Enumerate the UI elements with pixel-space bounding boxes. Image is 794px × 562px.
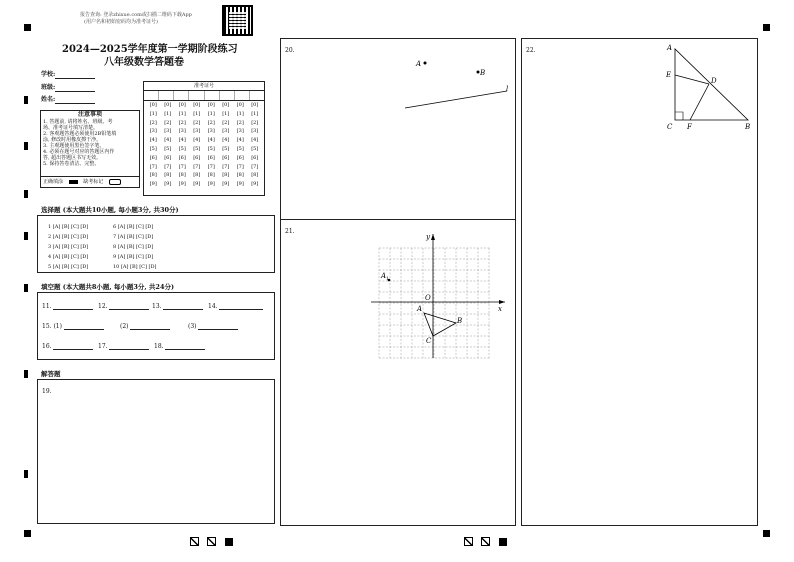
admission-digit-bubble[interactable]: [2]: [251, 119, 259, 126]
q22-label: 22.: [526, 47, 536, 54]
admission-digit-bubble[interactable]: [7]: [164, 163, 172, 170]
notes-line: 4. 必须在题号对应的答题区内作: [43, 149, 115, 155]
admission-digit-bubble[interactable]: [3]: [164, 128, 172, 135]
admission-digit-bubble[interactable]: [5]: [222, 145, 230, 152]
admission-digit-bubble[interactable]: [4]: [149, 137, 157, 144]
choice-row[interactable]: 10 [A] [B] [C] [D]: [113, 264, 157, 270]
tri-c-label: C: [426, 337, 432, 345]
notes-list: [41, 119, 139, 167]
choice-column-1[interactable]: [48, 222, 88, 272]
choice-heading: 选择题 (本大题共10小题, 每小题3分, 共30分): [41, 206, 179, 214]
school-label: 学校:: [41, 71, 56, 78]
q22-figure: [522, 39, 757, 525]
notes-line: 5. 保持答卷清洁、完整。: [43, 161, 100, 167]
admission-digit-bubble[interactable]: [7]: [207, 163, 215, 170]
school-field[interactable]: [41, 71, 95, 79]
point-b-label: B: [480, 69, 486, 77]
q14-field[interactable]: [208, 303, 263, 310]
choice-box[interactable]: [37, 215, 275, 273]
admission-digit-bubble[interactable]: [6]: [236, 154, 244, 161]
admission-digit-bubble[interactable]: [5]: [251, 145, 259, 152]
q20-label: 20.: [285, 47, 295, 54]
admission-digit-bubble[interactable]: [5]: [178, 145, 186, 152]
q20-figure: [281, 39, 515, 219]
corner-mark-tr: [763, 24, 770, 31]
admission-digit-bubble[interactable]: [2]: [193, 119, 201, 126]
choice-row[interactable]: 7 [A] [B] [C] [D]: [113, 234, 154, 240]
admission-digit-bubble[interactable]: [7]: [193, 163, 201, 170]
qr-code: [222, 5, 253, 36]
admission-digit-row[interactable]: [146, 145, 264, 154]
admission-digit-bubble[interactable]: [3]: [251, 128, 259, 135]
admission-digit-bubble[interactable]: [6]: [193, 154, 201, 161]
q16-field[interactable]: [42, 343, 93, 350]
notes-line: 2. 客观题答题必须使用2B铅笔填: [43, 131, 117, 137]
admission-digit-bubble[interactable]: [7]: [222, 163, 230, 170]
tri-b-label: B: [457, 317, 463, 325]
q19-label: 19.: [42, 388, 52, 395]
admission-digit-bubble[interactable]: [2]: [207, 119, 215, 126]
notes-line: 涂, 修改时用橡皮擦干净。: [43, 137, 102, 143]
label-f: F: [687, 123, 692, 131]
q15-field-2[interactable]: [120, 323, 170, 330]
q15-label-2: (2): [120, 323, 129, 330]
admission-digit-bubble[interactable]: [8]: [178, 172, 186, 179]
q17-label: 17.: [98, 343, 108, 350]
admission-digit-bubble[interactable]: [6]: [251, 154, 259, 161]
admission-digit-row[interactable]: [146, 127, 264, 136]
q17-field[interactable]: [98, 343, 149, 350]
admission-digit-bubble[interactable]: [3]: [178, 128, 186, 135]
page-subtitle: 八年级数学答题卷: [104, 57, 184, 68]
x-axis-label: x: [498, 305, 502, 313]
side-mark: [24, 470, 28, 478]
q18-field[interactable]: [154, 343, 205, 350]
admission-digit-grid[interactable]: [144, 101, 264, 189]
q13-label: 13.: [152, 303, 162, 310]
segment-ed: [675, 75, 709, 84]
q20-answer-area[interactable]: [280, 38, 516, 220]
choice-row[interactable]: 4 [A] [B] [C] [D]: [48, 254, 89, 260]
absent-label: 缺考标记: [83, 179, 104, 185]
side-mark: [24, 96, 28, 104]
admission-digit-bubble[interactable]: [4]: [164, 137, 172, 144]
admission-digit-bubble[interactable]: [5]: [164, 145, 172, 152]
bottom-marks-left: [190, 531, 233, 550]
y-axis-arrow: [431, 234, 435, 240]
admission-digit-bubble[interactable]: [5]: [149, 145, 157, 152]
admission-digit-bubble[interactable]: [4]: [207, 137, 215, 144]
choice-row[interactable]: 6 [A] [B] [C] [D]: [113, 224, 154, 230]
admission-digit-bubble[interactable]: [1]: [207, 110, 215, 117]
q14-label: 14.: [208, 303, 218, 310]
class-label: 班级:: [41, 84, 56, 91]
q11-label: 11.: [42, 303, 52, 310]
fill-heading: 填空题 (本大题共8小题, 每小题3分, 共24分): [41, 283, 175, 291]
line-l: [405, 91, 507, 108]
admission-digit-bubble[interactable]: [9]: [178, 181, 186, 188]
admission-digit-bubble[interactable]: [3]: [222, 128, 230, 135]
notice-line-2: (用户名和初始密码均为准考证号): [84, 19, 158, 25]
right-angle-mark: [675, 112, 683, 120]
admission-digit-row[interactable]: [146, 119, 264, 128]
admission-digit-bubble[interactable]: [1]: [193, 110, 201, 117]
admission-number-box[interactable]: [143, 81, 265, 196]
corner-mark-bl: [24, 530, 31, 537]
admission-digit-bubble[interactable]: [5]: [193, 145, 201, 152]
admission-digit-bubble[interactable]: [0]: [222, 102, 230, 108]
admission-digit-bubble[interactable]: [8]: [164, 172, 172, 179]
absent-checkbox[interactable]: [109, 179, 121, 185]
admission-digit-bubble[interactable]: [2]: [236, 119, 244, 126]
admission-digit-bubble[interactable]: [2]: [178, 119, 186, 126]
admission-digit-bubble[interactable]: [8]: [236, 172, 244, 179]
notes-line: 1. 答题前, 请将姓名、班级、考: [43, 119, 113, 125]
choice-row[interactable]: 3 [A] [B] [C] [D]: [48, 244, 89, 250]
fill-sample-box: [40, 176, 140, 188]
admission-digit-bubble[interactable]: [9]: [222, 181, 230, 188]
admission-digit-bubble[interactable]: [0]: [193, 102, 201, 108]
point-a-label: A: [416, 60, 422, 68]
admission-digit-bubble[interactable]: [0]: [207, 102, 215, 108]
admission-digit-bubble[interactable]: [6]: [149, 154, 157, 161]
bottom-marks-right: [464, 531, 507, 550]
admission-digit-bubble[interactable]: [2]: [149, 119, 157, 126]
side-mark: [24, 232, 28, 240]
label-e: E: [666, 71, 672, 79]
admission-digit-bubble[interactable]: [6]: [178, 154, 186, 161]
admission-digit-bubble[interactable]: [7]: [236, 163, 244, 170]
notes-line: 场、准考证号填写清楚。: [43, 125, 99, 131]
admission-digit-bubble[interactable]: [7]: [251, 163, 259, 170]
admission-digit-row[interactable]: [146, 101, 264, 110]
admission-digit-bubble[interactable]: [5]: [207, 145, 215, 152]
admission-digit-bubble[interactable]: [1]: [222, 110, 230, 117]
choice-row[interactable]: 9 [A] [B] [C] [D]: [113, 254, 154, 260]
admission-digit-bubble[interactable]: [2]: [222, 119, 230, 126]
admission-digit-bubble[interactable]: [1]: [164, 110, 172, 117]
choice-row[interactable]: 2 [A] [B] [C] [D]: [48, 234, 89, 240]
admission-digit-bubble[interactable]: [4]: [178, 137, 186, 144]
q15-field-3[interactable]: [188, 323, 238, 330]
q11-field[interactable]: [42, 303, 93, 310]
corner-mark-tl: [24, 24, 31, 31]
admission-digit-bubble[interactable]: [6]: [207, 154, 215, 161]
admission-digit-bubble[interactable]: [4]: [222, 137, 230, 144]
q12-label: 12.: [98, 303, 108, 310]
q21-label: 21.: [285, 228, 295, 235]
admission-digit-bubble[interactable]: [9]: [207, 181, 215, 188]
admission-digit-bubble[interactable]: [1]: [178, 110, 186, 117]
admission-digit-bubble[interactable]: [4]: [251, 137, 259, 144]
side-mark: [24, 284, 28, 292]
line-l-label: l: [506, 85, 509, 93]
admission-digit-bubble[interactable]: [3]: [207, 128, 215, 135]
label-d: D: [711, 77, 717, 85]
admission-title: 准考证号: [144, 82, 264, 91]
segment-df: [690, 84, 709, 120]
side-mark: [24, 142, 28, 150]
admission-digit-row[interactable]: [146, 110, 264, 119]
admission-digit-bubble[interactable]: [8]: [222, 172, 230, 179]
admission-digit-bubble[interactable]: [9]: [251, 181, 259, 188]
q18-label: 18.: [154, 343, 164, 350]
admission-digit-bubble[interactable]: [6]: [222, 154, 230, 161]
admission-digit-bubble[interactable]: [3]: [193, 128, 201, 135]
correct-fill-sample: [69, 180, 78, 184]
notes-title: 注意事项: [77, 111, 102, 118]
admission-digit-row[interactable]: [146, 171, 264, 180]
admission-digit-bubble[interactable]: [9]: [149, 181, 157, 188]
class-field[interactable]: [41, 84, 95, 92]
admission-digit-bubble[interactable]: [7]: [178, 163, 186, 170]
admission-digit-bubble[interactable]: [2]: [164, 119, 172, 126]
page-title: 2024—2025学年度第一学期阶段练习: [62, 44, 238, 55]
admission-digit-row[interactable]: [146, 163, 264, 172]
name-field[interactable]: [41, 96, 95, 104]
choice-row[interactable]: 8 [A] [B] [C] [D]: [113, 244, 154, 250]
admission-digit-bubble[interactable]: [9]: [164, 181, 172, 188]
label-a: A: [667, 44, 673, 52]
notes-line: 3. 主观题使用黑色签字笔。: [43, 143, 105, 149]
label-c: C: [667, 123, 673, 131]
admission-digit-bubble[interactable]: [6]: [164, 154, 172, 161]
admission-digit-bubble[interactable]: [1]: [149, 110, 157, 117]
admission-digit-bubble[interactable]: [1]: [251, 110, 259, 117]
admission-digit-bubble[interactable]: [8]: [149, 172, 157, 179]
admission-digit-bubble[interactable]: [0]: [178, 102, 186, 108]
admission-digit-bubble[interactable]: [7]: [149, 163, 157, 170]
triangle-abc: [424, 313, 456, 336]
fill-box: [37, 292, 275, 360]
admission-digit-bubble[interactable]: [0]: [251, 102, 259, 108]
tri-a-label: A: [417, 305, 423, 313]
y-axis-label: y: [426, 233, 430, 241]
admission-digit-bubble[interactable]: [9]: [236, 181, 244, 188]
q15-label: 15. (1): [42, 323, 62, 330]
correct-fill-label: 正确填涂: [43, 179, 64, 185]
choice-column-2[interactable]: [113, 222, 156, 272]
notice-line-1: 报告查询: 登录zhixue.com或扫描二维码下载App: [80, 12, 192, 18]
admission-digit-bubble[interactable]: [8]: [207, 172, 215, 179]
admission-digit-bubble[interactable]: [4]: [236, 137, 244, 144]
admission-digit-bubble[interactable]: [1]: [236, 110, 244, 117]
notes-line: 答, 超出答题区书写无效。: [43, 155, 102, 161]
admission-digit-bubble[interactable]: [3]: [149, 128, 157, 135]
q22-answer-area[interactable]: [521, 38, 758, 526]
choice-row[interactable]: 5 [A] [B] [C] [D]: [48, 264, 89, 270]
side-mark: [24, 370, 28, 378]
q19-answer-area[interactable]: [37, 379, 275, 524]
q15-field-1[interactable]: [42, 323, 104, 330]
x-axis-arrow: [499, 300, 505, 304]
point-a1-subscript: 1: [386, 277, 389, 282]
admission-digit-row[interactable]: [146, 136, 264, 145]
corner-mark-br: [763, 530, 770, 537]
admission-digit-bubble[interactable]: [9]: [193, 181, 201, 188]
point-a-dot: [424, 62, 427, 65]
admission-digit-bubble[interactable]: [0]: [149, 102, 157, 108]
admission-digit-row[interactable]: [146, 154, 264, 163]
side-mark: [24, 190, 28, 198]
name-label: 姓名:: [41, 96, 56, 103]
q13-field[interactable]: [152, 303, 203, 310]
point-a1-label: A: [381, 272, 387, 280]
choice-row[interactable]: 1 [A] [B] [C] [D]: [48, 224, 89, 230]
admission-digit-bubble[interactable]: [0]: [236, 102, 244, 108]
q12-field[interactable]: [98, 303, 149, 310]
admission-digit-bubble[interactable]: [8]: [251, 172, 259, 179]
admission-digit-bubble[interactable]: [0]: [164, 102, 172, 108]
q21-coordinate-grid: [281, 220, 515, 525]
q15-label-3: (3): [188, 323, 197, 330]
solve-heading: 解答题: [41, 370, 61, 378]
label-b: B: [745, 123, 751, 131]
q21-answer-area[interactable]: [280, 219, 516, 526]
admission-digit-bubble[interactable]: [5]: [236, 145, 244, 152]
q16-label: 16.: [42, 343, 52, 350]
origin-label: O: [425, 294, 431, 302]
admission-digit-bubble[interactable]: [8]: [193, 172, 201, 179]
admission-digit-row[interactable]: [146, 180, 264, 189]
admission-digit-bubble[interactable]: [3]: [236, 128, 244, 135]
admission-digit-bubble[interactable]: [4]: [193, 137, 201, 144]
